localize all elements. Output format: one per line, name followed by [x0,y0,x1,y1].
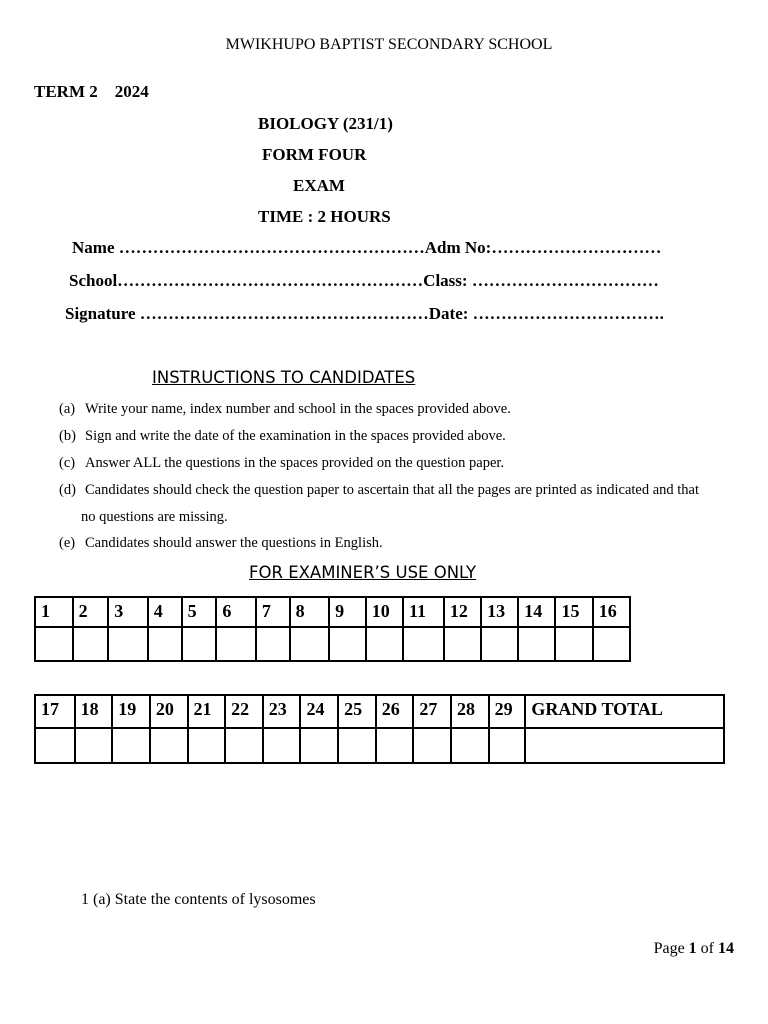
score-cell[interactable] [112,728,150,763]
score-cell[interactable] [150,728,188,763]
term-line [34,82,149,102]
question-number-cell: 14 [518,597,555,627]
question-number-cell: 28 [451,695,489,728]
score-cell[interactable] [75,728,113,763]
instruction-label: (a) [59,401,76,417]
question-number-cell: 20 [150,695,188,728]
marks-score-row [35,728,724,763]
marks-table-1 [34,596,631,662]
score-cell[interactable] [225,728,263,763]
question-number-cell: 4 [148,597,182,627]
school-name: MWIKHUPO BAPTIST SECONDARY SCHOOL [225,36,553,53]
score-cell[interactable] [256,627,290,661]
time-title: TIME : 2 HOURS [258,207,391,226]
score-cell[interactable] [489,728,526,763]
score-cell[interactable] [338,728,376,763]
score-cell[interactable] [451,728,489,763]
score-cell[interactable] [290,627,329,661]
instruction-item [59,401,511,418]
instruction-label: (c) [59,455,76,471]
instruction-text: Write your name, index number and school in the spaces provided above. [85,401,511,417]
question-number-cell: 5 [182,597,217,627]
instruction-label: (e) [59,535,76,551]
examiner-title: FOR EXAMINER’S USE ONLY [249,563,477,582]
grand-total-header: GRAND TOTAL [525,695,724,728]
question-number-cell: 19 [112,695,150,728]
question-number-cell: 23 [263,695,301,728]
instruction-item [59,455,504,472]
instruction-text: Sign and write the date of the examination in the spaces provided above. [85,428,506,444]
subject-title: BIOLOGY (231/1) [258,114,393,133]
instruction-text: Candidates should check the question paper to ascertain that all the pages are printed as indicated and that [85,482,700,498]
score-cell[interactable] [518,627,555,661]
term-label: TERM 2 [34,82,98,101]
grand-total-cell[interactable] [525,728,724,763]
question-number-cell: 24 [300,695,338,728]
question-number-cell: 22 [225,695,263,728]
question-number-cell: 11 [403,597,444,627]
question-number-cell: 29 [489,695,526,728]
question-number-cell: 9 [329,597,366,627]
score-cell[interactable] [413,728,451,763]
score-cell[interactable] [73,627,109,661]
instruction-text: Answer ALL the questions in the spaces provided on the question paper. [85,455,505,471]
score-cell[interactable] [366,627,403,661]
score-cell[interactable] [376,728,414,763]
exam-title: EXAM [293,176,345,195]
marks-header-row [35,695,724,728]
score-cell[interactable] [35,627,73,661]
marks-table-2 [34,694,725,764]
score-cell[interactable] [182,627,217,661]
question-number-cell: 12 [444,597,481,627]
score-cell[interactable] [35,728,75,763]
name-admno-field: Name ………………………………………………Adm No:………………………… [72,238,662,257]
question-number-cell: 7 [256,597,290,627]
school-class-field: School………………………………………………Class: …………………………… [69,271,659,290]
score-cell[interactable] [444,627,481,661]
question-number-cell: 1 [35,597,73,627]
marks-score-row [35,627,630,661]
question-number-cell: 27 [413,695,451,728]
question-number-cell: 6 [216,597,255,627]
score-cell[interactable] [216,627,255,661]
term-year: 2024 [114,82,149,101]
question-number-cell: 25 [338,695,376,728]
question-number-cell: 26 [376,695,414,728]
score-cell[interactable] [555,627,592,661]
page-current: 1 [688,940,697,957]
question-1a: 1 (a) State the contents of lysosomes [81,891,316,908]
question-number-cell: 18 [75,695,113,728]
score-cell[interactable] [300,728,338,763]
score-cell[interactable] [263,728,301,763]
page-prefix: Page [653,940,685,957]
page-total: 14 [718,940,734,957]
score-cell[interactable] [593,627,630,661]
question-number-cell: 10 [366,597,403,627]
page-number [654,940,734,958]
score-cell[interactable] [188,728,226,763]
instruction-item [59,535,383,552]
page-of: of [700,940,714,957]
question-number-cell: 21 [188,695,226,728]
question-number-cell: 13 [481,597,518,627]
instruction-text: Candidates should answer the questions in English. [85,535,383,551]
question-number-cell: 16 [593,597,630,627]
form-title: FORM FOUR [262,145,367,164]
marks-header-row [35,597,630,627]
instruction-continuation: no questions are missing. [81,509,228,525]
question-number-cell: 8 [290,597,329,627]
instruction-item [59,482,699,499]
signature-date-field: Signature ……………………………………………Date: ……………………………. [65,304,664,323]
score-cell[interactable] [481,627,518,661]
score-cell[interactable] [403,627,444,661]
instruction-item [59,428,506,445]
instructions-title: INSTRUCTIONS TO CANDIDATES [152,368,416,387]
question-number-cell: 17 [35,695,75,728]
question-number-cell: 15 [555,597,592,627]
score-cell[interactable] [329,627,366,661]
question-number-cell: 2 [73,597,109,627]
instruction-label: (d) [59,482,76,498]
instruction-label: (b) [59,428,76,444]
score-cell[interactable] [108,627,147,661]
score-cell[interactable] [148,627,182,661]
question-number-cell: 3 [108,597,147,627]
